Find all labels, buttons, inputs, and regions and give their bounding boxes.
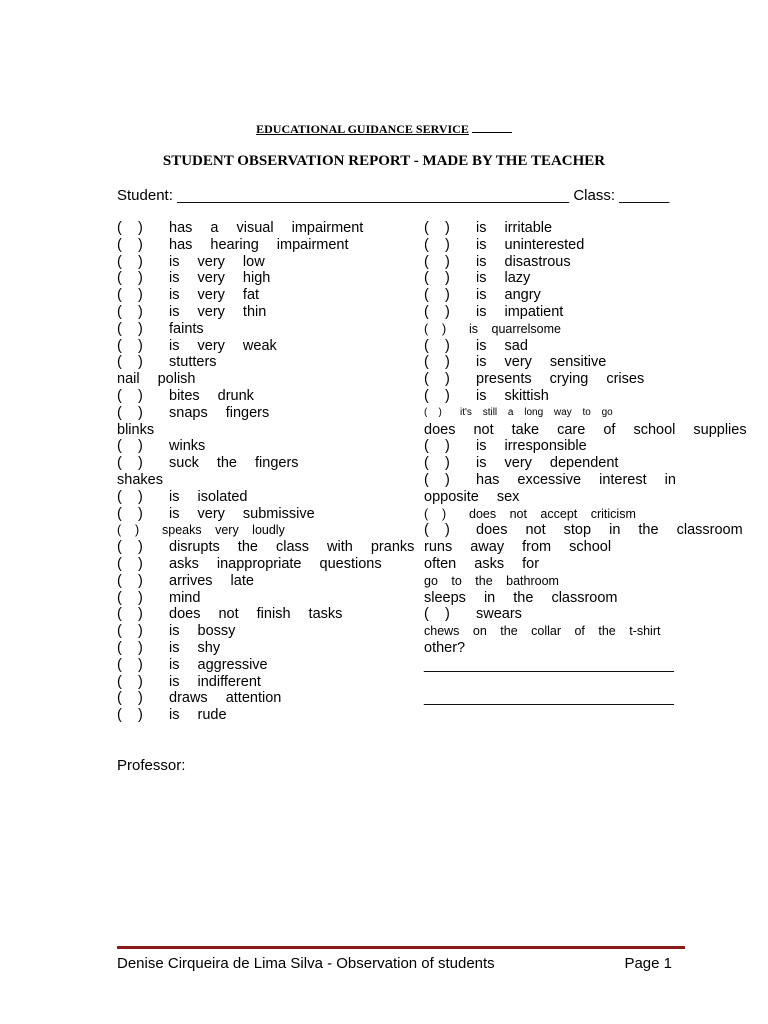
checkbox-parentheses[interactable]: ( ) xyxy=(117,303,143,320)
class-blank[interactable]: ______ xyxy=(619,187,670,204)
checklist-item xyxy=(117,455,417,472)
checklist-item xyxy=(117,254,417,271)
checkbox-parentheses[interactable]: ( ) xyxy=(117,690,143,707)
item-text: has a visual impairment xyxy=(169,220,364,236)
item-text: does not accept criticism xyxy=(469,506,636,521)
item-text: swears xyxy=(476,606,522,623)
checklist-item xyxy=(117,606,417,623)
item-text: winks xyxy=(169,438,206,455)
checklist-item xyxy=(117,338,417,355)
item-text: is very sensitive xyxy=(476,354,607,371)
checklist-item xyxy=(424,338,768,355)
item-text: _______________________________ xyxy=(424,656,674,673)
checklist-item xyxy=(424,522,768,539)
checklist-item xyxy=(424,606,768,623)
item-text: it's still a long way to go xyxy=(460,406,613,418)
checkbox-parentheses[interactable]: ( ) xyxy=(117,656,143,673)
checklist-item xyxy=(117,354,417,371)
checkbox-parentheses[interactable]: ( ) xyxy=(424,606,450,623)
checkbox-parentheses[interactable]: ( ) xyxy=(117,220,143,236)
checklist-item xyxy=(424,354,768,371)
item-text: sleeps in the classroom xyxy=(424,589,618,606)
checkbox-parentheses[interactable]: ( ) xyxy=(424,506,447,521)
checkbox-parentheses[interactable]: ( ) xyxy=(117,287,143,304)
checkbox-parentheses[interactable]: ( ) xyxy=(117,337,143,354)
checklist-item xyxy=(424,556,768,573)
checkbox-parentheses[interactable]: ( ) xyxy=(424,455,450,472)
item-text: is very thin xyxy=(169,303,267,320)
item-text: is isolated xyxy=(169,488,248,505)
checklist-item xyxy=(424,472,768,489)
item-text: is aggressive xyxy=(169,656,268,673)
item-text: _______________________________ xyxy=(424,690,674,707)
checklist-item xyxy=(424,657,768,674)
item-text: is uninterested xyxy=(476,236,585,253)
item-text: is very weak xyxy=(169,337,277,354)
checkbox-parentheses[interactable]: ( ) xyxy=(117,589,143,606)
professor-label: Professor: xyxy=(117,757,186,774)
item-text: runs away from school xyxy=(424,539,612,556)
checkbox-parentheses[interactable]: ( ) xyxy=(117,572,143,589)
item-text: suck the fingers xyxy=(169,455,299,472)
item-text: chews on the collar of the t-shirt xyxy=(424,624,661,639)
checklist-item xyxy=(424,254,768,271)
item-text: is quarrelsome xyxy=(469,321,561,336)
checkbox-parentheses[interactable]: ( ) xyxy=(424,371,450,388)
checklist-item xyxy=(117,640,417,657)
checklist-item xyxy=(424,640,768,657)
checkbox-parentheses[interactable]: ( ) xyxy=(117,455,143,472)
item-text: has excessive interest in xyxy=(476,471,676,488)
item-text: mind xyxy=(169,589,201,606)
item-text: opposite sex xyxy=(424,488,520,505)
checkbox-parentheses[interactable]: ( ) xyxy=(117,707,143,724)
checkbox-parentheses[interactable]: ( ) xyxy=(117,488,143,505)
checkbox-parentheses[interactable]: ( ) xyxy=(117,253,143,270)
item-text: does not stop in the classroom xyxy=(476,522,743,539)
checkbox-parentheses[interactable]: ( ) xyxy=(117,505,143,522)
checklist-item xyxy=(117,422,417,439)
item-text: does not take care of school supplies xyxy=(424,421,747,438)
checklist-item xyxy=(117,556,417,573)
checkbox-parentheses[interactable]: ( ) xyxy=(117,270,143,287)
student-line xyxy=(117,187,669,204)
item-text: faints xyxy=(169,320,204,337)
service-underline xyxy=(472,122,512,133)
checklist-item xyxy=(117,657,417,674)
report-title: STUDENT OBSERVATION REPORT - MADE BY THE TEACHER xyxy=(162,153,606,169)
checklist-item xyxy=(117,237,417,254)
item-text: is lazy xyxy=(476,270,531,287)
item-text: shakes xyxy=(117,471,163,488)
checklist-item xyxy=(424,270,768,287)
checklist-item xyxy=(117,674,417,691)
checklist-item xyxy=(117,590,417,607)
checklist-item xyxy=(424,573,768,590)
checkbox-parentheses[interactable]: ( ) xyxy=(117,673,143,690)
checklist-item xyxy=(424,690,768,707)
item-text: does not finish tasks xyxy=(169,606,343,623)
checklist-item xyxy=(424,371,768,388)
checklist-item xyxy=(424,438,768,455)
checklist-item xyxy=(424,506,768,523)
item-text: bites drunk xyxy=(169,387,254,404)
checklist-item xyxy=(117,690,417,707)
item-text: arrives late xyxy=(169,572,254,589)
checkbox-parentheses[interactable]: ( ) xyxy=(117,438,143,455)
item-text: speaks very loudly xyxy=(162,523,285,538)
class-label: Class: xyxy=(573,187,616,204)
checkbox-parentheses[interactable]: ( ) xyxy=(117,555,143,572)
item-text: snaps fingers xyxy=(169,404,270,421)
checkbox-parentheses[interactable]: ( ) xyxy=(424,387,450,404)
checklist-item xyxy=(424,220,768,237)
checklist-item xyxy=(424,455,768,472)
checklist-item xyxy=(117,539,417,556)
checkbox-parentheses[interactable]: ( ) xyxy=(424,303,450,320)
checkbox-parentheses[interactable]: ( ) xyxy=(424,354,450,371)
item-text: is indifferent xyxy=(169,673,261,690)
checkbox-parentheses[interactable]: ( ) xyxy=(424,438,450,455)
checklist-item xyxy=(424,405,768,422)
checkbox-parentheses[interactable]: ( ) xyxy=(117,320,143,337)
item-text: has hearing impairment xyxy=(169,236,349,253)
checkbox-parentheses[interactable]: ( ) xyxy=(117,623,143,640)
checklist-item xyxy=(117,220,417,237)
checklist-item xyxy=(424,388,768,405)
item-text: nail polish xyxy=(117,371,196,388)
left-checklist xyxy=(117,220,417,724)
checklist-item xyxy=(424,674,768,691)
item-text: often asks for xyxy=(424,555,540,572)
item-text: is rude xyxy=(169,707,227,724)
item-text: draws attention xyxy=(169,690,282,707)
student-name-blank[interactable]: _______________________________________________ xyxy=(177,187,570,204)
item-text: is angry xyxy=(476,287,541,304)
checklist-item xyxy=(117,438,417,455)
item-text: is irresponsible xyxy=(476,438,587,455)
item-text: stutters xyxy=(169,354,217,371)
checkbox-parentheses[interactable]: ( ) xyxy=(117,404,143,421)
checkbox-parentheses[interactable]: ( ) xyxy=(117,354,143,371)
checkbox-parentheses[interactable]: ( ) xyxy=(117,639,143,656)
checklist-item xyxy=(424,304,768,321)
checklist-item xyxy=(117,472,417,489)
item-text: other? xyxy=(424,639,466,656)
checklist-item xyxy=(117,573,417,590)
checklist-item xyxy=(117,287,417,304)
checklist-item xyxy=(424,539,768,556)
checklist-item xyxy=(117,522,417,539)
item-text: presents crying crises xyxy=(476,371,645,388)
student-label: Student: xyxy=(117,187,173,204)
item-text: disrupts the class with pranks xyxy=(169,539,415,556)
checkbox-parentheses[interactable]: ( ) xyxy=(424,220,450,236)
checkbox-parentheses[interactable]: ( ) xyxy=(424,321,447,336)
checkbox-parentheses[interactable]: ( ) xyxy=(117,523,140,538)
checklist-item xyxy=(424,287,768,304)
checklist-item xyxy=(117,270,417,287)
checklist-item xyxy=(117,489,417,506)
item-text: go to the bathroom xyxy=(424,573,559,588)
item-text: asks inappropriate questions xyxy=(169,555,382,572)
item-text: is very dependent xyxy=(476,455,619,472)
checklist-item xyxy=(117,371,417,388)
footer xyxy=(117,955,672,972)
item-text: is very fat xyxy=(169,287,260,304)
checklist-item xyxy=(424,237,768,254)
checkbox-parentheses[interactable]: ( ) xyxy=(117,539,143,556)
footer-rule xyxy=(117,946,685,949)
checklist-item xyxy=(117,707,417,724)
item-text: is sad xyxy=(476,337,528,354)
page-number: Page 1 xyxy=(624,955,672,972)
checklist-item xyxy=(117,623,417,640)
item-text: is bossy xyxy=(169,623,236,640)
checkbox-parentheses[interactable]: ( ) xyxy=(424,236,450,253)
checkbox-parentheses[interactable]: ( ) xyxy=(424,522,450,539)
item-text: is disastrous xyxy=(476,253,571,270)
item-text: is impatient xyxy=(476,303,564,320)
item-text: is very low xyxy=(169,253,265,270)
checklist-item xyxy=(117,321,417,338)
checklist-item xyxy=(424,321,768,338)
checkbox-parentheses[interactable]: ( ) xyxy=(424,287,450,304)
item-text: is skittish xyxy=(476,387,549,404)
checklist-item xyxy=(424,422,768,439)
checkbox-parentheses[interactable]: ( ) xyxy=(117,236,143,253)
checklist-item xyxy=(117,304,417,321)
footer-author: Denise Cirqueira de Lima Silva - Observation of students xyxy=(117,955,495,972)
checklist-item xyxy=(117,388,417,405)
item-text: is very submissive xyxy=(169,505,315,522)
checkbox-parentheses[interactable]: ( ) xyxy=(424,406,442,418)
item-text: is irritable xyxy=(476,220,553,236)
item-text: is very high xyxy=(169,270,271,287)
checklist-item xyxy=(424,489,768,506)
checkbox-parentheses[interactable]: ( ) xyxy=(424,471,450,488)
checkbox-parentheses[interactable]: ( ) xyxy=(117,387,143,404)
checkbox-parentheses[interactable]: ( ) xyxy=(424,270,450,287)
checkbox-parentheses[interactable]: ( ) xyxy=(424,253,450,270)
checklist-item xyxy=(117,506,417,523)
checklist-item xyxy=(424,590,768,607)
item-text: is shy xyxy=(169,639,221,656)
checkbox-parentheses[interactable]: ( ) xyxy=(424,337,450,354)
item-text: blinks xyxy=(117,421,155,438)
checklist-item xyxy=(117,405,417,422)
service-title: EDUCATIONAL GUIDANCE SERVICE xyxy=(256,122,469,136)
checklist-item xyxy=(424,623,768,640)
service-heading xyxy=(0,122,768,137)
checkbox-parentheses[interactable]: ( ) xyxy=(117,606,143,623)
right-checklist xyxy=(424,220,768,707)
